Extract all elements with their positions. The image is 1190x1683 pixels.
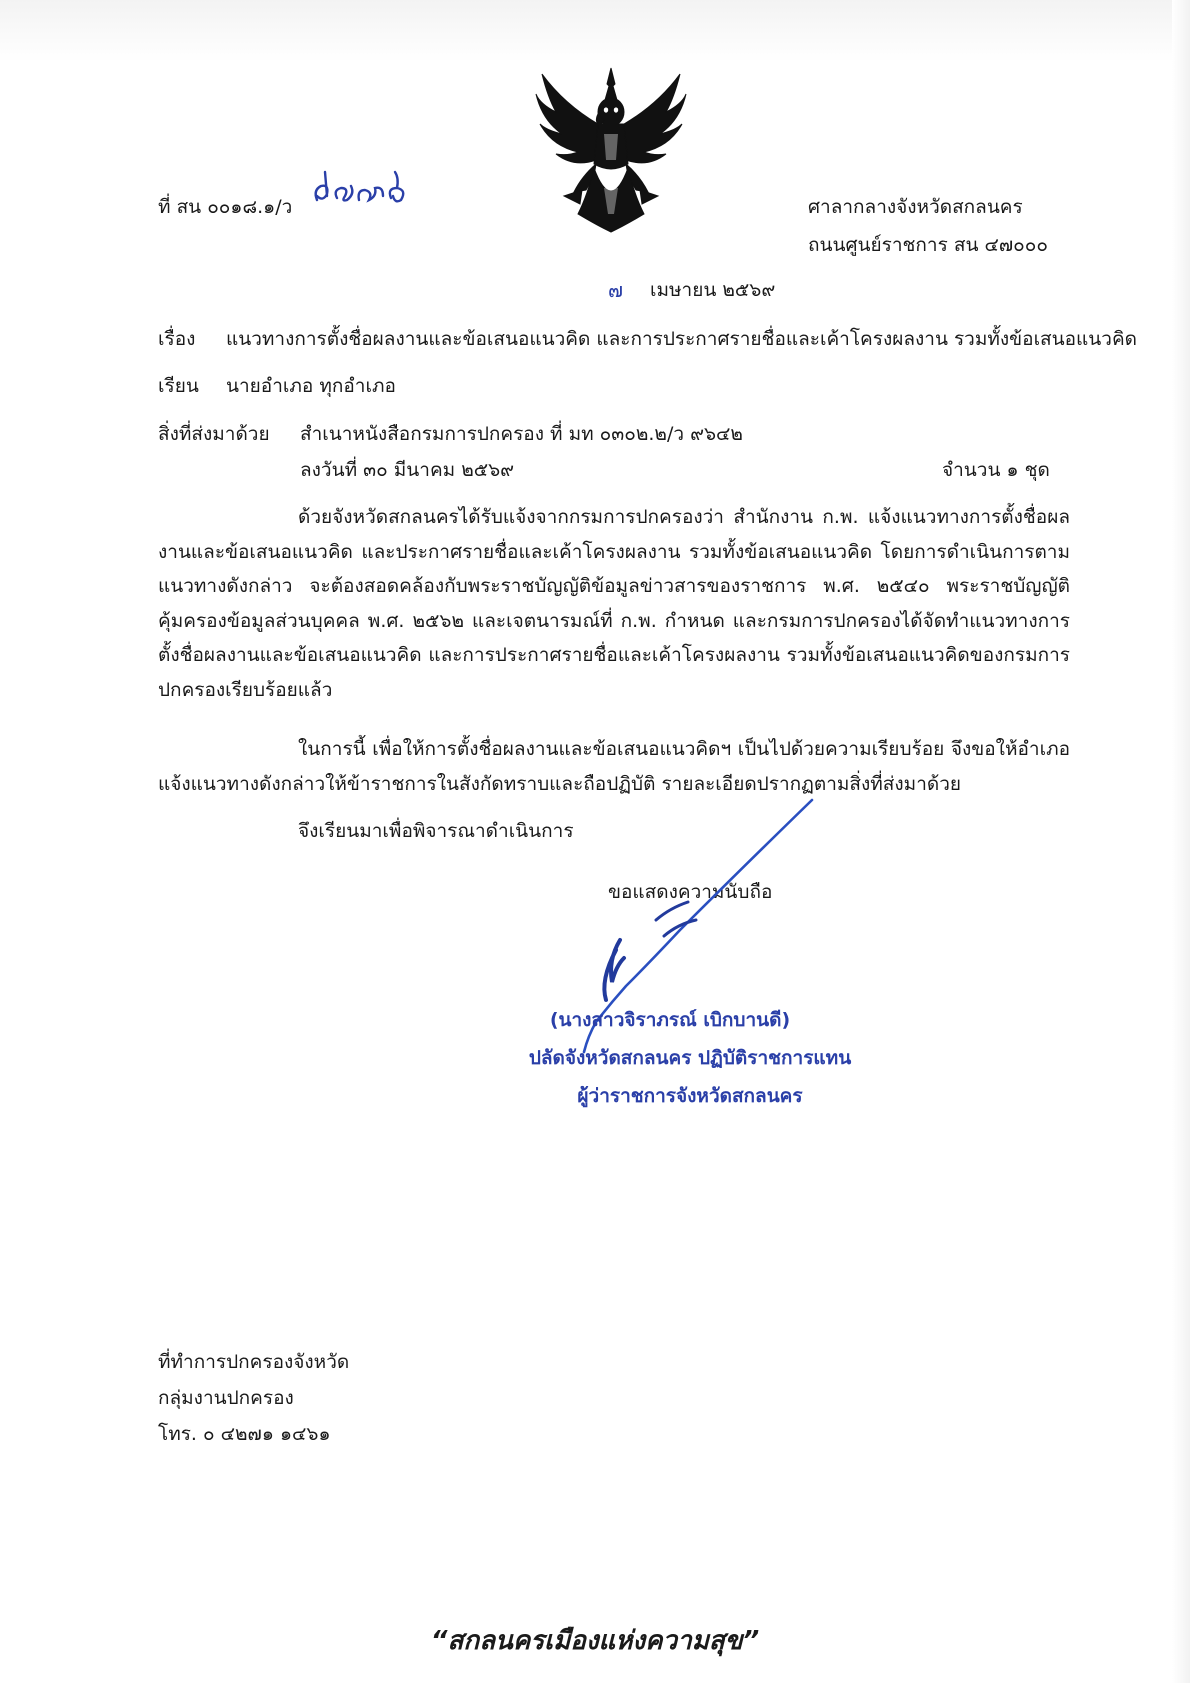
- office-address: ถนนศูนย์ราชการ สน ๔๗๐๐๐: [808, 234, 1048, 256]
- body-paragraph-2: ในการนี้ เพื่อให้การตั้งชื่อผลงานและข้อเสนอแนวคิดฯ เป็นไปด้วยความเรียบร้อย จึงขอให้อำเภอแจ้งแนวทางดังกล่าวให้ข้าราชการในสังกัดทราบและถือปฏิบัติ รายละเอียดปรากฏตามสิ่งที่ส่งมาด้วย: [158, 738, 1070, 795]
- enclosure-line-1: สำเนาหนังสือกรมการปกครอง ที่ มท ๐๓๐๒.๒/ว ๙๖๔๒: [300, 423, 743, 445]
- office-name: ศาลากลางจังหวัดสกลนคร: [808, 196, 1023, 218]
- recipient-label: เรียน: [158, 375, 199, 397]
- recipient-text: นายอำเภอ ทุกอำเภอ: [226, 375, 396, 397]
- reference-number: ที่ สน ๐๐๑๘.๑/ว: [158, 196, 293, 218]
- footer-division: กลุ่มงานปกครอง: [158, 1387, 294, 1409]
- footer-phone: โทร. ๐ ๔๒๗๑ ๑๔๖๑: [158, 1423, 331, 1445]
- subject-text: แนวทางการตั้งชื่อผลงานและข้อเสนอแนวคิด และการประกาศรายชื่อและเค้าโครงผลงาน รวมทั้งข้อเสนอแนวคิด: [226, 328, 1138, 350]
- scan-edge-right: [1172, 0, 1190, 1683]
- provincial-motto: “สกลนครเมืองแห่งความสุข”: [430, 1626, 760, 1656]
- enclosure-quantity: จำนวน ๑ ชุด: [942, 459, 1050, 481]
- signer-title-line-2: ผู้ว่าราชการจังหวัดสกลนคร: [577, 1085, 803, 1107]
- scan-edge-top: [0, 0, 1190, 62]
- enclosure-line-2: ลงวันที่ ๓๐ มีนาคม ๒๕๖๙: [300, 459, 515, 481]
- handwritten-reference-number: [311, 166, 411, 206]
- handwritten-date-day: ๗: [608, 278, 624, 302]
- closing-salutation: ขอแสดงความนับถือ: [608, 881, 773, 903]
- body-paragraph-3: จึงเรียนมาเพื่อพิจารณาดำเนินการ: [298, 820, 574, 842]
- body-paragraph-1: ด้วยจังหวัดสกลนครได้รับแจ้งจากกรมการปกครองว่า สำนักงาน ก.พ. แจ้งแนวทางการตั้งชื่อผลงานและข้อเสนอแนวคิด และประกาศรายชื่อและเค้าโครงผลงาน รวมทั้งข้อเสนอแนวคิด โดยการดำเนินการตามแนวทางดังกล่าว จะต้องสอดคล้องกับพระราชบัญญัติข้อมูลข่าวสารของราชการ พ.ศ. ๒๕๔๐ พระราชบัญญัติคุ้มครองข้อมูลส่วนบุคคล พ.ศ. ๒๕๖๒ และเจตนารมณ์ที่ ก.พ. กำหนด และกรมการปกครองได้จัดทำแนวทางการตั้งชื่อผลงานและข้อเสนอแนวคิด และการประกาศรายชื่อและเค้าโครงผลงาน รวมทั้งข้อเสนอแนวคิดของกรมการปกครองเรียบร้อยแล้ว: [158, 506, 1070, 701]
- footer-department: ที่ทำการปกครองจังหวัด: [158, 1351, 350, 1373]
- signer-name: (นางสาวจิราภรณ์ เบิกบานดี): [549, 1009, 791, 1031]
- enclosure-label: สิ่งที่ส่งมาด้วย: [158, 423, 270, 445]
- subject-label: เรื่อง: [158, 328, 196, 350]
- garuda-emblem-icon: [534, 64, 688, 234]
- signer-title-line-1: ปลัดจังหวัดสกลนคร ปฏิบัติราชการแทน: [528, 1047, 852, 1069]
- document-date: เมษายน ๒๕๖๙: [650, 279, 776, 301]
